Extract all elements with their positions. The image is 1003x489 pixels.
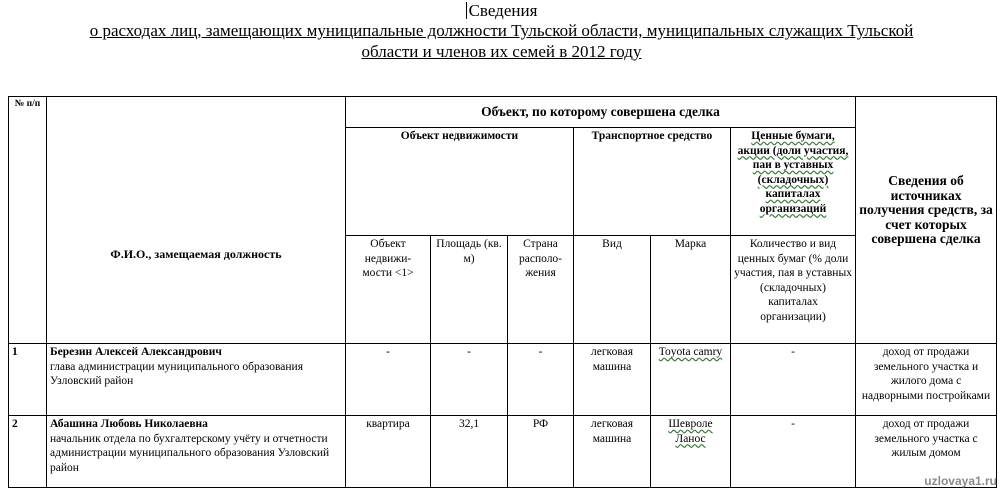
col-sources-header: Сведения об источниках получения средств, за счет которых совершена сделка xyxy=(856,97,997,344)
document-subtitle-line-2: области и членов их семей в 2012 году xyxy=(361,42,642,61)
row-fio xyxy=(47,344,346,416)
sub-country-header: Страна располо- жения xyxy=(508,236,574,344)
sub-realty-object-header: Объект недвижи- мости <1> xyxy=(346,236,431,344)
row-country: РФ xyxy=(508,416,574,488)
col-transport-header: Транспортное средство xyxy=(574,128,731,236)
person-name: Березин Алексей Александрович xyxy=(50,346,222,358)
person-position: начальник отдела по бухгалтерскому учёту и отчетности администрации муниципального образования Узловский район xyxy=(50,432,330,474)
row-area: - xyxy=(431,344,508,416)
row-num: 1 xyxy=(9,344,47,416)
text-cursor xyxy=(466,2,467,19)
sub-brand-header: Марка xyxy=(651,236,731,344)
person-name: Абашина Любовь Николаевна xyxy=(50,418,208,430)
sub-kind-header: Вид xyxy=(574,236,651,344)
document-title xyxy=(0,1,1003,21)
row-kind: легковая машина xyxy=(574,344,651,416)
site-watermark: uzlovaya1.ru xyxy=(924,474,997,488)
sub-securities-qty-header: Количество и вид ценных бумаг (% доли участия, пая в уставных (складочных) капиталах организации) xyxy=(731,236,856,344)
row-kind: легковая машина xyxy=(574,416,651,488)
col-realty-header: Объект недвижимости xyxy=(346,128,574,236)
col-num-header: № п/п xyxy=(9,97,47,344)
row-fio xyxy=(47,416,346,488)
sub-area-header: Площадь (кв. м) xyxy=(431,236,508,344)
row-brand: Toyota camry xyxy=(651,344,731,416)
row-brand: Шевроле Ланос xyxy=(651,416,731,488)
row-source: доход от продажи земельного участка с жилым домом xyxy=(856,416,997,488)
row-country: - xyxy=(508,344,574,416)
table-row xyxy=(9,416,997,488)
title-line-1: Сведения xyxy=(468,1,538,20)
row-securities: - xyxy=(731,344,856,416)
expenses-table xyxy=(8,96,997,488)
row-realty: - xyxy=(346,344,431,416)
row-source: доход от продажи земельного участка и жилого дома с надворными постройками xyxy=(856,344,997,416)
document-subtitle-line-1: о расходах лиц, замещающих муниципальные должности Тульской области, муниципальных служащих Тульской xyxy=(89,21,914,40)
row-num: 2 xyxy=(9,416,47,488)
table-row xyxy=(9,344,997,416)
row-area: 32,1 xyxy=(431,416,508,488)
person-position: глава администрации муниципального образования Узловский район xyxy=(50,360,303,387)
header-row-1 xyxy=(9,97,997,128)
col-securities-header: Ценные бумаги, акции (доли участия, паи в уставных (складочных) капиталах организаций xyxy=(731,128,856,236)
row-securities: - xyxy=(731,416,856,488)
col-fio-header: Ф.И.О., замещаемая должность xyxy=(47,97,346,344)
row-realty: квартира xyxy=(346,416,431,488)
col-object-group-header: Объект, по которому совершена сделка xyxy=(346,97,856,128)
